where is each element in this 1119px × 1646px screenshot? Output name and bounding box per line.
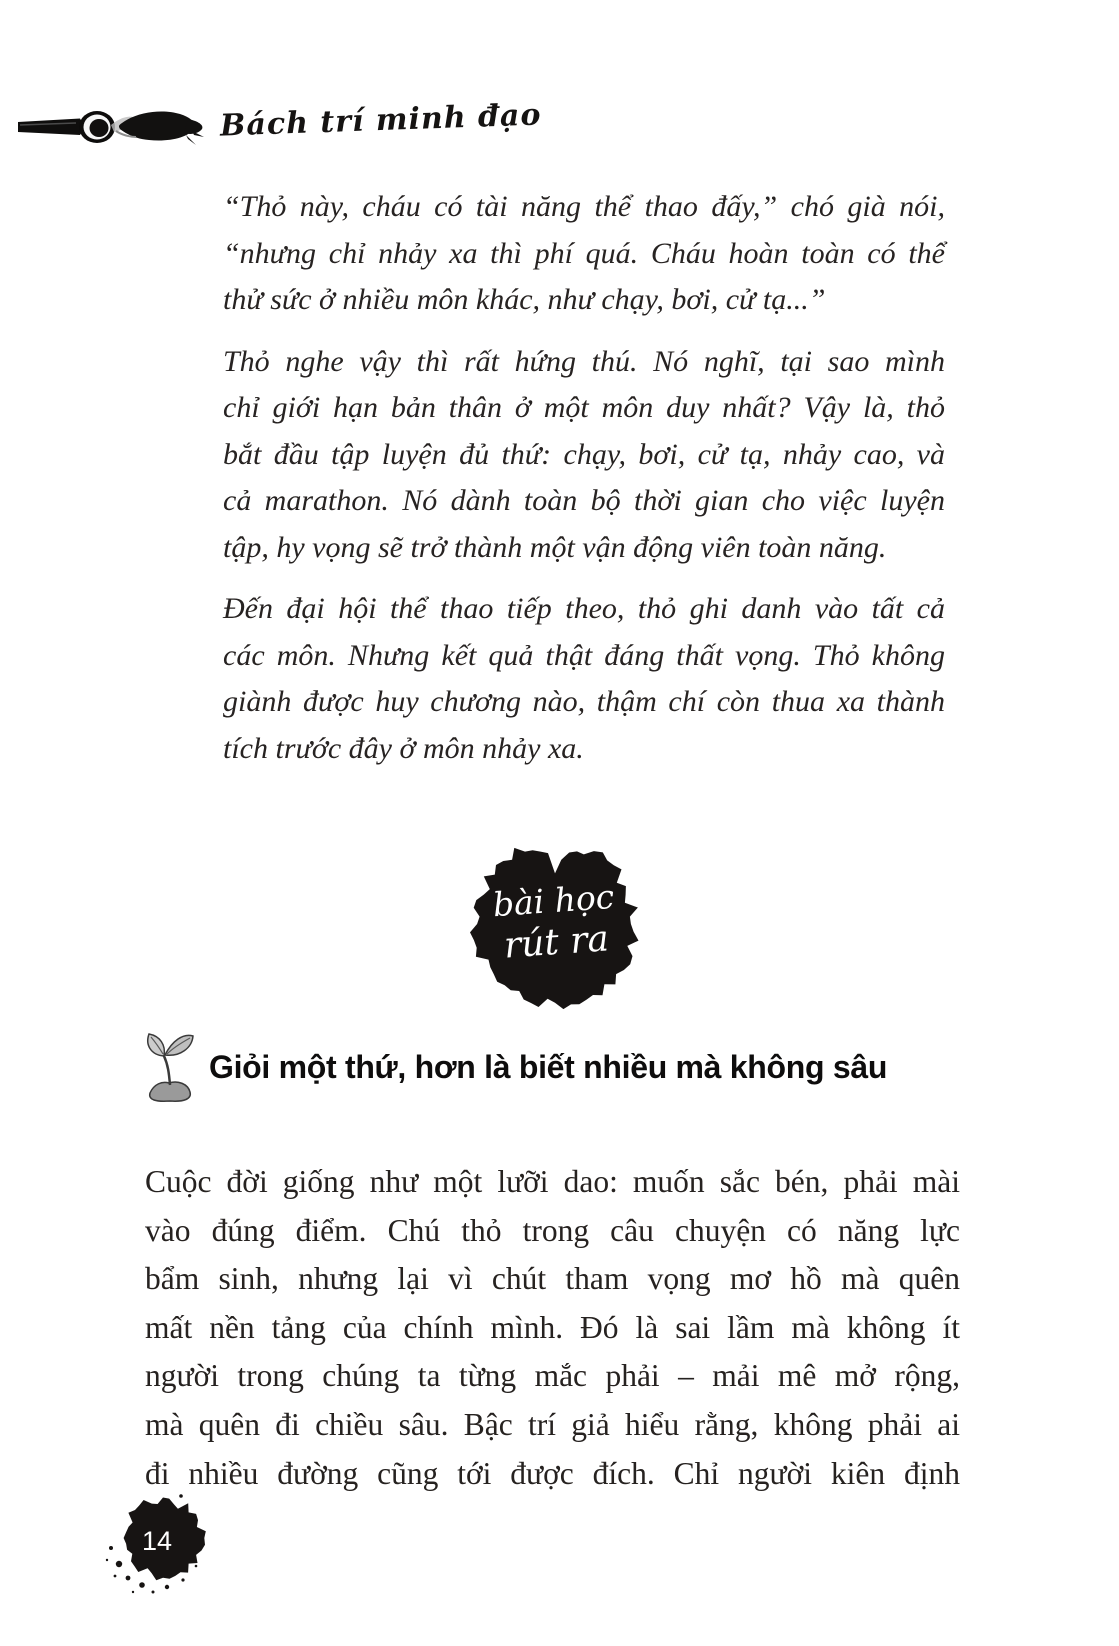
page-number-blob <box>95 1486 235 1626</box>
ink-blob-icon <box>460 826 650 1018</box>
seedling-icon <box>143 1029 197 1105</box>
paragraph <box>223 339 945 572</box>
ink-brush-icon <box>18 101 210 161</box>
text-line: bẩm sinh, nhưng lại vì chút tham vọng mơ hồ mà quên <box>145 1261 960 1297</box>
text-line: mất nền tảng của chính mình. Đó là sai lầm mà không ít <box>145 1309 960 1345</box>
text-line: bắt đầu tập luyện đủ thứ: chạy, bơi, cử tạ, nhảy cao, và <box>223 437 945 471</box>
paragraph <box>145 1158 960 1498</box>
story-quote-block <box>223 184 945 787</box>
text-line: chỉ giới hạn bản thân ở một môn duy nhất? Vậy là, thỏ <box>223 391 945 424</box>
text-line: đi nhiều đường cũng tới được đích. Chỉ người kiên định <box>145 1455 960 1491</box>
page-header <box>0 95 1119 165</box>
lesson-badge <box>460 826 650 1018</box>
lesson-badge-line1: bài học <box>491 876 616 925</box>
text-line: giành được huy chương nào, thậm chí còn thua xa thành <box>223 685 945 718</box>
paragraph <box>223 184 945 324</box>
text-line: tích trước đây ở môn nhảy xa. <box>223 731 584 765</box>
text-line: người trong chúng ta từng mắc phải – mải mê mở rộng, <box>145 1358 960 1394</box>
lesson-badge-line2: rút ra <box>502 918 611 967</box>
text-line: vào đúng điểm. Chú thỏ trong câu chuyện có năng lực <box>145 1212 960 1248</box>
text-line: mà quên đi chiều sâu. Bậc trí giả hiểu rằng, không phải ai <box>145 1406 960 1442</box>
paragraph <box>223 586 945 772</box>
book-series-title: Bách trí minh đạo <box>219 97 542 144</box>
text-line: Thỏ nghe vậy thì rất hứng thú. Nó nghĩ, tại sao mình <box>223 344 945 378</box>
text-line: Đến đại hội thể thao tiếp theo, thỏ ghi danh vào tất cả <box>223 592 945 625</box>
body-text-block <box>145 1158 960 1498</box>
text-line: thử sức ở nhiều môn khác, như chạy, bơi, cử tạ...” <box>223 283 826 316</box>
text-line: các môn. Nhưng kết quả thật đáng thất vọng. Thỏ không <box>223 638 945 672</box>
page-number: 14 <box>141 1525 173 1556</box>
section-title: Giỏi một thứ, hơn là biết nhiều mà không sâu <box>209 1048 888 1085</box>
text-line: tập, hy vọng sẽ trở thành một vận động viên toàn năng. <box>223 530 887 564</box>
text-line: “nhưng chỉ nhảy xa thì phí quá. Cháu hoàn toàn có thể <box>223 236 945 270</box>
section-heading-row <box>143 1028 983 1106</box>
text-line: Cuộc đời giống như một lưỡi dao: muốn sắc bén, phải mài <box>145 1164 960 1199</box>
text-line: cả marathon. Nó dành toàn bộ thời gian cho việc luyện <box>223 484 945 517</box>
text-line: “Thỏ này, cháu có tài năng thể thao đấy,” chó già nói, <box>223 190 945 223</box>
